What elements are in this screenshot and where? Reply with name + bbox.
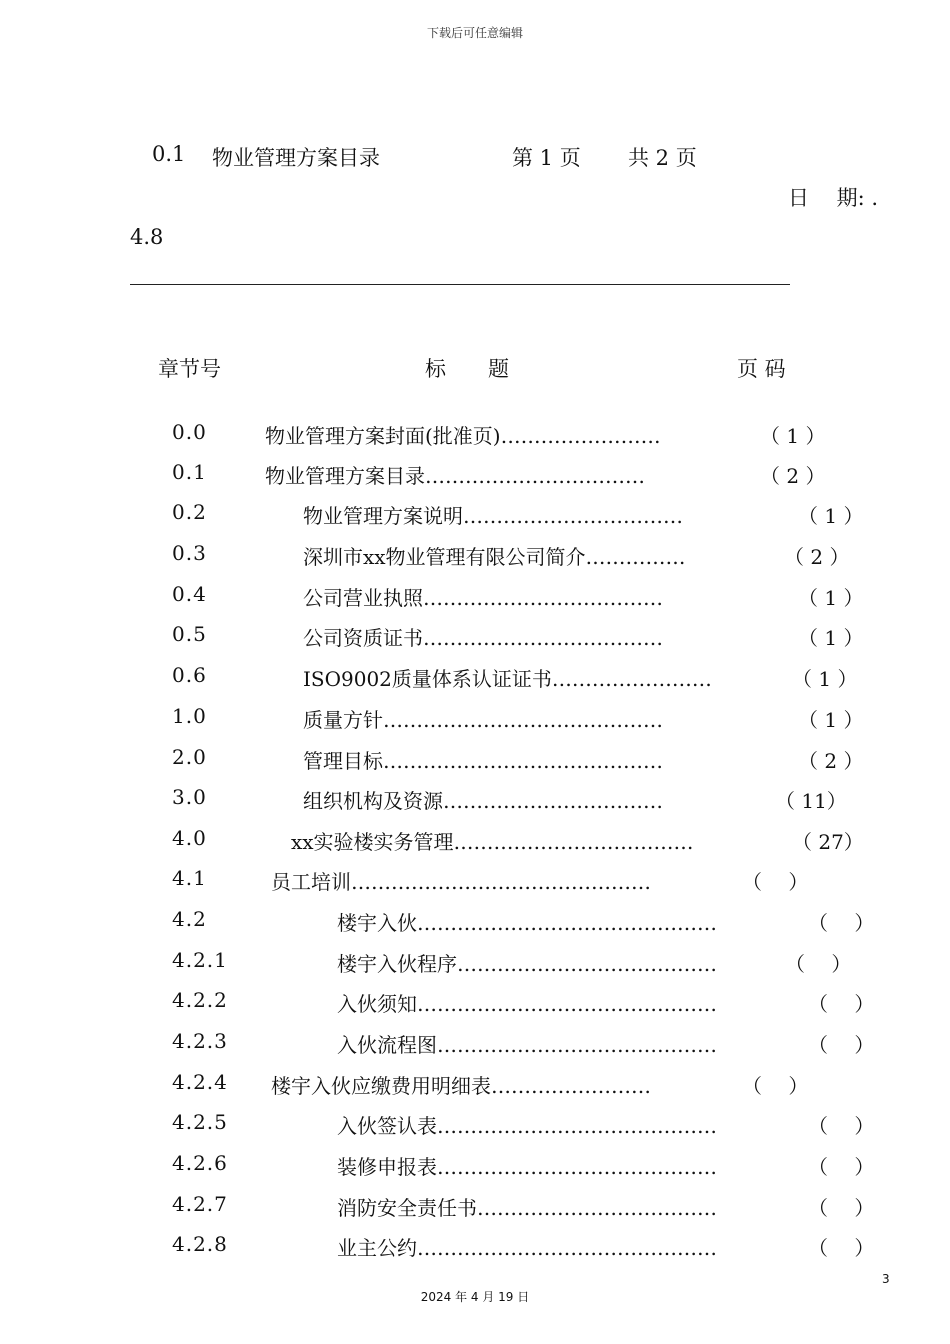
toc-page: （ ） xyxy=(742,870,809,894)
toc-number: 4.2.5 xyxy=(172,1110,228,1134)
toc-page: （ 11） xyxy=(775,789,847,813)
toc-title: 楼宇入伙……………………………………… xyxy=(337,911,717,935)
toc-page: （ 2 ） xyxy=(784,545,850,569)
toc-number: 4.2.2 xyxy=(172,988,228,1012)
toc-page: （ 2 ） xyxy=(760,464,826,488)
toc-page: （ 27） xyxy=(792,830,864,854)
toc-title: 消防安全责任书……………………………… xyxy=(337,1196,717,1220)
toc-title: 公司资质证书……………………………… xyxy=(303,626,663,650)
toc-number: 0.6 xyxy=(172,663,207,687)
toc-number: 4.2.1 xyxy=(172,948,228,972)
toc-page: （ ） xyxy=(742,1074,809,1098)
toc-page: （ 1 ） xyxy=(792,667,858,691)
toc-page: （ 1 ） xyxy=(798,626,864,650)
toc-title: 管理目标…………………………………… xyxy=(303,749,663,773)
toc-page: （ 2 ） xyxy=(798,749,864,773)
footer-date: 2024 年 4 月 19 日 xyxy=(420,1290,530,1304)
toc-title: 装修申报表…………………………………… xyxy=(337,1155,717,1179)
toc-title: xx实验楼实务管理……………………………… xyxy=(291,830,694,854)
toc-page: （ 1 ） xyxy=(798,586,864,610)
page-info-current: 第 1 页 xyxy=(512,146,581,170)
toc-page: （ ） xyxy=(808,1114,875,1138)
header-note: 下载后可任意编辑 xyxy=(426,26,523,40)
doc-title: 物业管理方案目录 xyxy=(212,146,380,170)
toc-title: 楼宇入伙程序………………………………… xyxy=(337,952,717,976)
toc-title: 员工培训……………………………………… xyxy=(271,870,651,894)
toc-page: （ ） xyxy=(808,1155,875,1179)
doc-section-number: 0.1 xyxy=(152,142,186,166)
toc-page: （ 1 ） xyxy=(798,504,864,528)
toc-page: （ 1 ） xyxy=(798,708,864,732)
toc-number: 0.2 xyxy=(172,500,207,524)
toc-page: （ ） xyxy=(808,1033,875,1057)
toc-number: 0.1 xyxy=(172,460,207,484)
toc-title: 楼宇入伙应缴费用明细表…………………… xyxy=(271,1074,651,1098)
toc-title: 入伙流程图…………………………………… xyxy=(337,1033,717,1057)
toc-number: 4.2.3 xyxy=(172,1029,228,1053)
column-header-title: 标 题 xyxy=(425,357,509,381)
toc-page: （ 1 ） xyxy=(760,424,826,448)
toc-title: 物业管理方案说明…………………………… xyxy=(303,504,683,528)
toc-number: 2.0 xyxy=(172,745,207,769)
page-number: 3 xyxy=(882,1272,890,1286)
toc-number: 4.2.4 xyxy=(172,1070,228,1094)
toc-number: 4.2 xyxy=(172,907,207,931)
page-info-total: 共 2 页 xyxy=(628,146,697,170)
column-header-chapter: 章节号 xyxy=(158,357,221,381)
toc-title: 物业管理方案封面(批准页)…………………… xyxy=(265,424,661,448)
toc-number: 0.5 xyxy=(172,622,207,646)
toc-number: 1.0 xyxy=(172,704,207,728)
toc-page: （ ） xyxy=(808,911,875,935)
toc-number: 0.4 xyxy=(172,582,207,606)
toc-title: 入伙须知……………………………………… xyxy=(337,992,717,1016)
toc-title: 物业管理方案目录…………………………… xyxy=(265,464,645,488)
toc-number: 4.2.8 xyxy=(172,1232,228,1256)
toc-number: 4.2.6 xyxy=(172,1151,228,1175)
date-value: 4.8 xyxy=(130,225,164,249)
toc-title: 公司营业执照……………………………… xyxy=(303,586,663,610)
toc-title: 业主公约……………………………………… xyxy=(337,1236,717,1260)
toc-title: 质量方针…………………………………… xyxy=(303,708,663,732)
toc-number: 3.0 xyxy=(172,785,207,809)
toc-number: 4.1 xyxy=(172,866,207,890)
toc-number: 0.0 xyxy=(172,420,207,444)
toc-title: 深圳市xx物业管理有限公司简介…………… xyxy=(303,545,686,569)
toc-number: 4.0 xyxy=(172,826,207,850)
toc-page: （ ） xyxy=(808,992,875,1016)
toc-title: ISO9002质量体系认证证书…………………… xyxy=(303,667,712,691)
toc-number: 4.2.7 xyxy=(172,1192,228,1216)
toc-page: （ ） xyxy=(785,952,852,976)
toc-page: （ ） xyxy=(808,1236,875,1260)
column-header-page: 页 码 xyxy=(737,357,786,381)
toc-number: 0.3 xyxy=(172,541,207,565)
horizontal-rule xyxy=(130,284,790,285)
toc-page: （ ） xyxy=(808,1196,875,1220)
toc-title: 入伙签认表…………………………………… xyxy=(337,1114,717,1138)
date-label: 日 期: . xyxy=(788,186,879,210)
toc-title: 组织机构及资源…………………………… xyxy=(303,789,663,813)
